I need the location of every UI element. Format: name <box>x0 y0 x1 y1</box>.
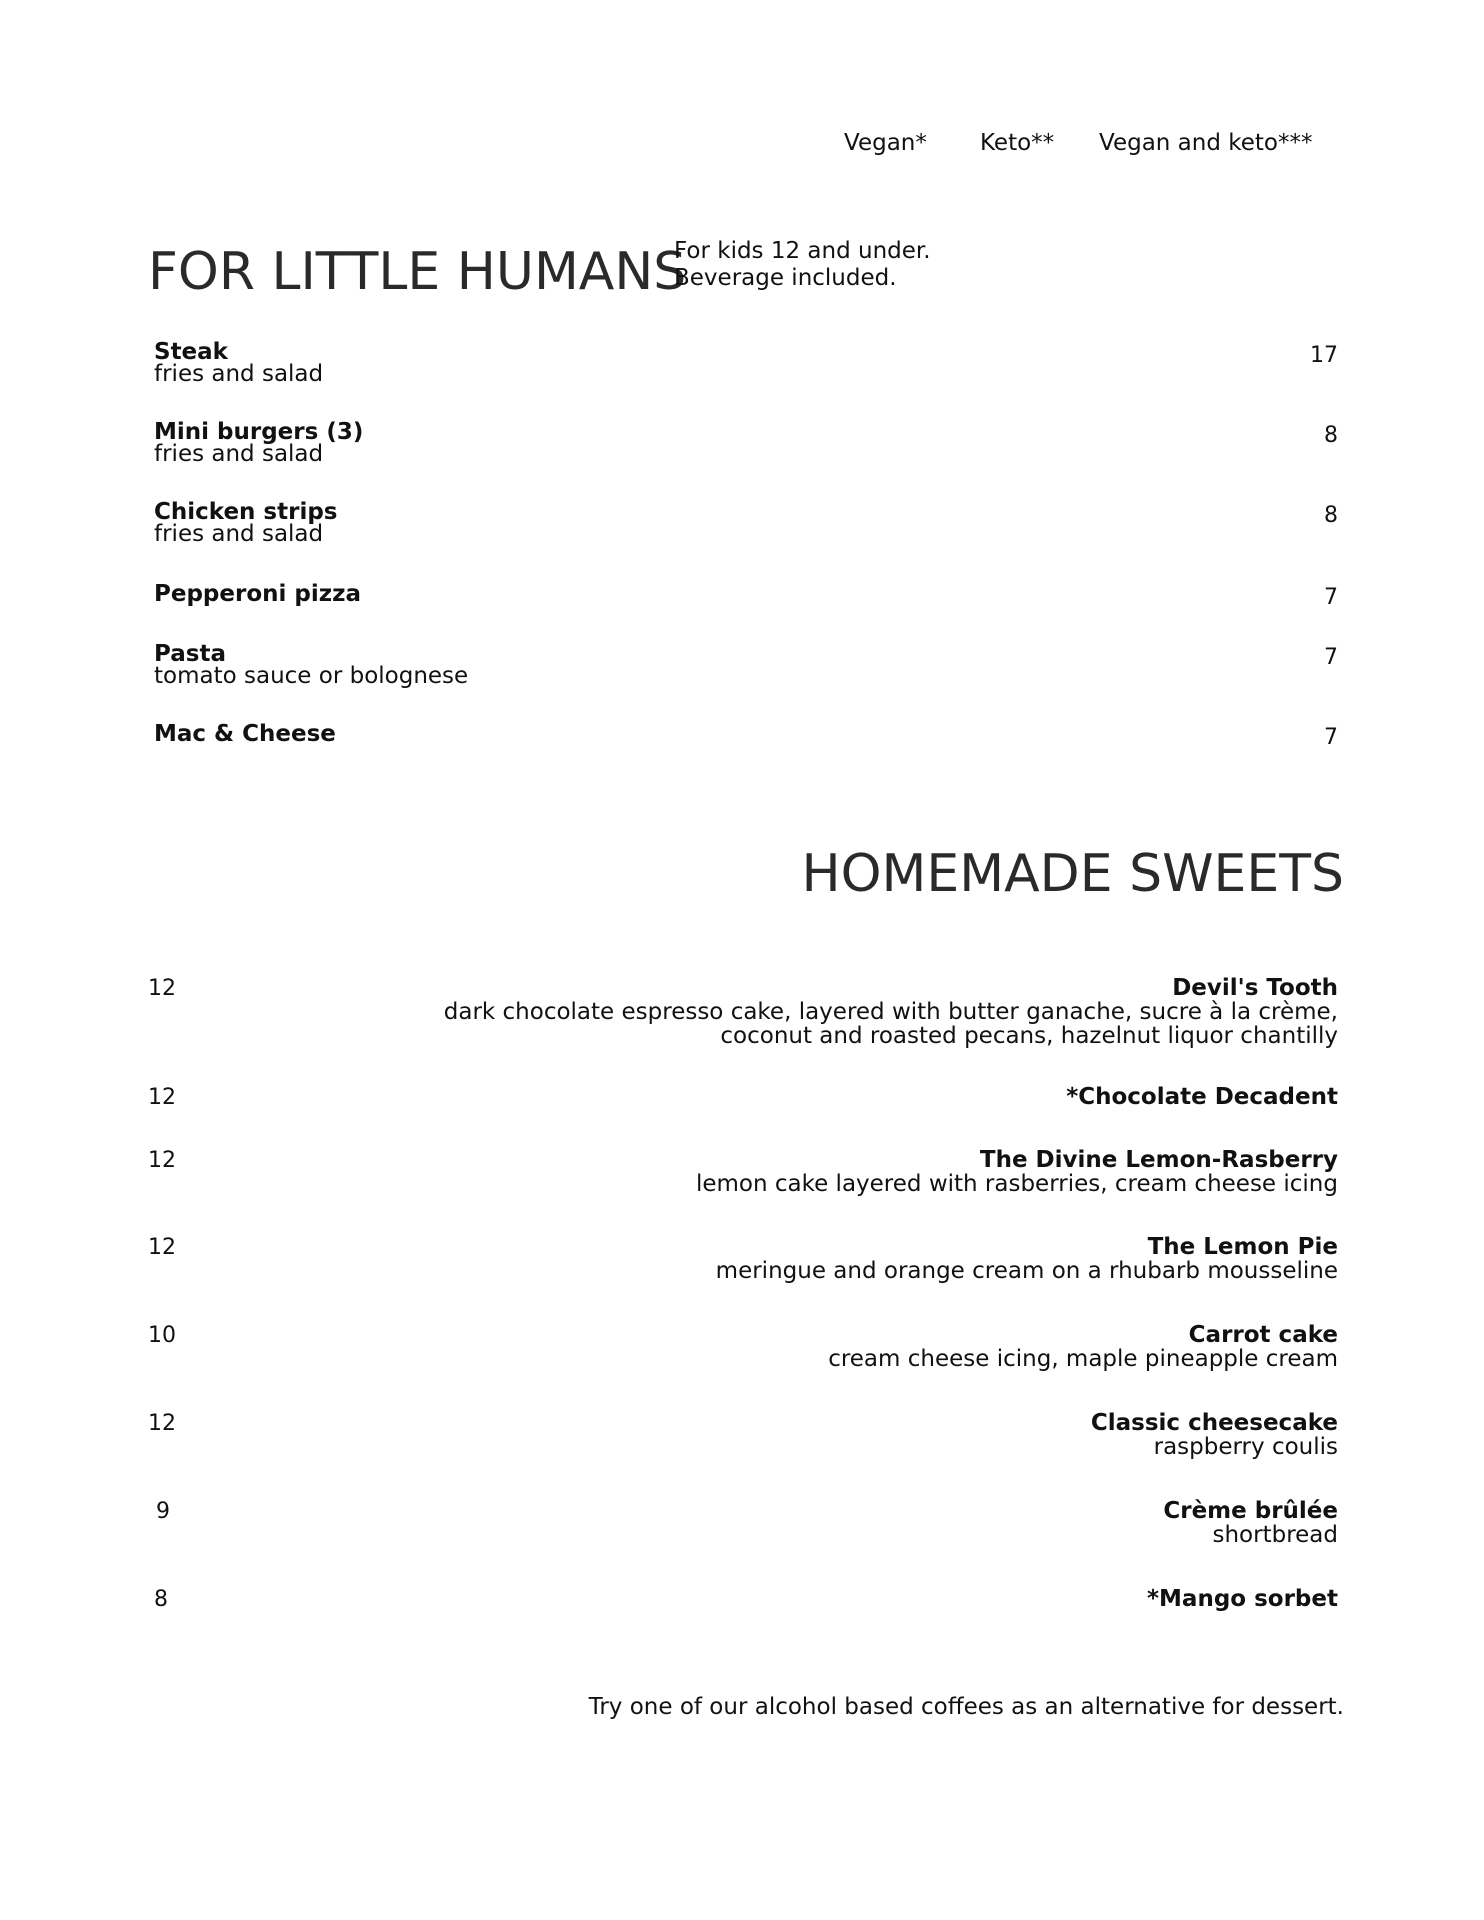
item-name: Pasta <box>154 641 226 667</box>
kids-item-mac-cheese <box>154 721 1338 750</box>
item-price: 12 <box>148 1085 176 1110</box>
item-price: 12 <box>148 1148 176 1173</box>
item-description: fries and salad <box>154 521 324 547</box>
item-name: The Lemon Pie <box>1147 1234 1338 1260</box>
sweets-item-lemon-pie <box>148 1235 1338 1283</box>
item-name: Pepperoni pizza <box>154 581 362 607</box>
item-name: *Mango sorbet <box>1147 1586 1338 1612</box>
sweets-item-classic-cheesecake <box>148 1411 1338 1459</box>
sweets-item-creme-brulee <box>148 1499 1338 1547</box>
item-name: Carrot cake <box>1188 1322 1338 1348</box>
item-name: Classic cheesecake <box>1090 1410 1338 1436</box>
item-description: cream cheese icing, maple pineapple cream <box>828 1346 1338 1372</box>
item-price: 12 <box>148 1235 176 1260</box>
sweets-item-devils-tooth <box>148 976 1338 1048</box>
kids-item-steak <box>154 341 1338 385</box>
item-name: Chicken strips <box>154 499 338 525</box>
item-name: *Chocolate Decadent <box>1066 1084 1338 1110</box>
item-name: Devil's Tooth <box>1172 975 1338 1001</box>
item-description: meringue and orange cream on a rhubarb mousseline <box>715 1258 1338 1284</box>
item-price: 8 <box>154 1587 168 1612</box>
item-name: Crème brûlée <box>1163 1498 1338 1524</box>
kids-item-pasta <box>154 643 1338 687</box>
sweets-item-divine-lemon-rasberry <box>148 1148 1338 1196</box>
item-price: 12 <box>148 1411 176 1436</box>
item-description: tomato sauce or bolognese <box>154 663 469 689</box>
item-price: 9 <box>156 1499 170 1524</box>
item-price: 7 <box>1324 645 1338 670</box>
item-description-line2: coconut and roasted pecans, hazelnut liquor chantilly <box>720 1023 1338 1049</box>
kids-section-title: FOR LITTLE HUMANS <box>148 242 687 302</box>
item-description: dark chocolate espresso cake, layered with butter ganache, sucre à la crème, <box>443 999 1338 1025</box>
item-description: lemon cake layered with rasberries, cream cheese icing <box>695 1171 1338 1197</box>
kids-item-mini-burgers <box>154 421 1338 465</box>
sweets-section-title: HOMEMADE SWEETS <box>801 844 1344 904</box>
item-name: Mini burgers (3) <box>154 419 364 445</box>
item-description: fries and salad <box>154 441 324 467</box>
legend-vegan: Vegan* <box>844 130 927 156</box>
sweets-item-mango-sorbet <box>148 1587 1338 1611</box>
item-price: 12 <box>148 976 176 1001</box>
item-price: 17 <box>1310 343 1338 368</box>
item-description: fries and salad <box>154 361 324 387</box>
item-description: shortbread <box>1212 1522 1338 1548</box>
item-name: Steak <box>154 339 228 365</box>
item-name: The Divine Lemon-Rasberry <box>979 1147 1338 1173</box>
kids-item-pepperoni-pizza <box>154 581 1338 610</box>
legend-vegan-keto: Vegan and keto*** <box>1099 130 1313 156</box>
kids-note-line1: For kids 12 and under. <box>674 238 931 264</box>
legend-keto: Keto** <box>980 130 1055 156</box>
item-price: 8 <box>1324 423 1338 448</box>
sweets-item-chocolate-decadent <box>148 1085 1338 1109</box>
item-price: 7 <box>1324 725 1338 750</box>
item-price: 10 <box>148 1323 176 1348</box>
dessert-alternative-note: Try one of our alcohol based coffees as an alternative for dessert. <box>588 1694 1344 1720</box>
kids-note-line2: Beverage included. <box>674 265 897 291</box>
kids-item-chicken-strips <box>154 501 1338 545</box>
item-price: 8 <box>1324 503 1338 528</box>
item-description: raspberry coulis <box>1153 1434 1338 1460</box>
item-name: Mac & Cheese <box>154 721 336 747</box>
kids-note <box>674 238 931 292</box>
item-price: 7 <box>1324 585 1338 610</box>
sweets-item-carrot-cake <box>148 1323 1338 1371</box>
dietary-legend <box>0 130 1484 164</box>
